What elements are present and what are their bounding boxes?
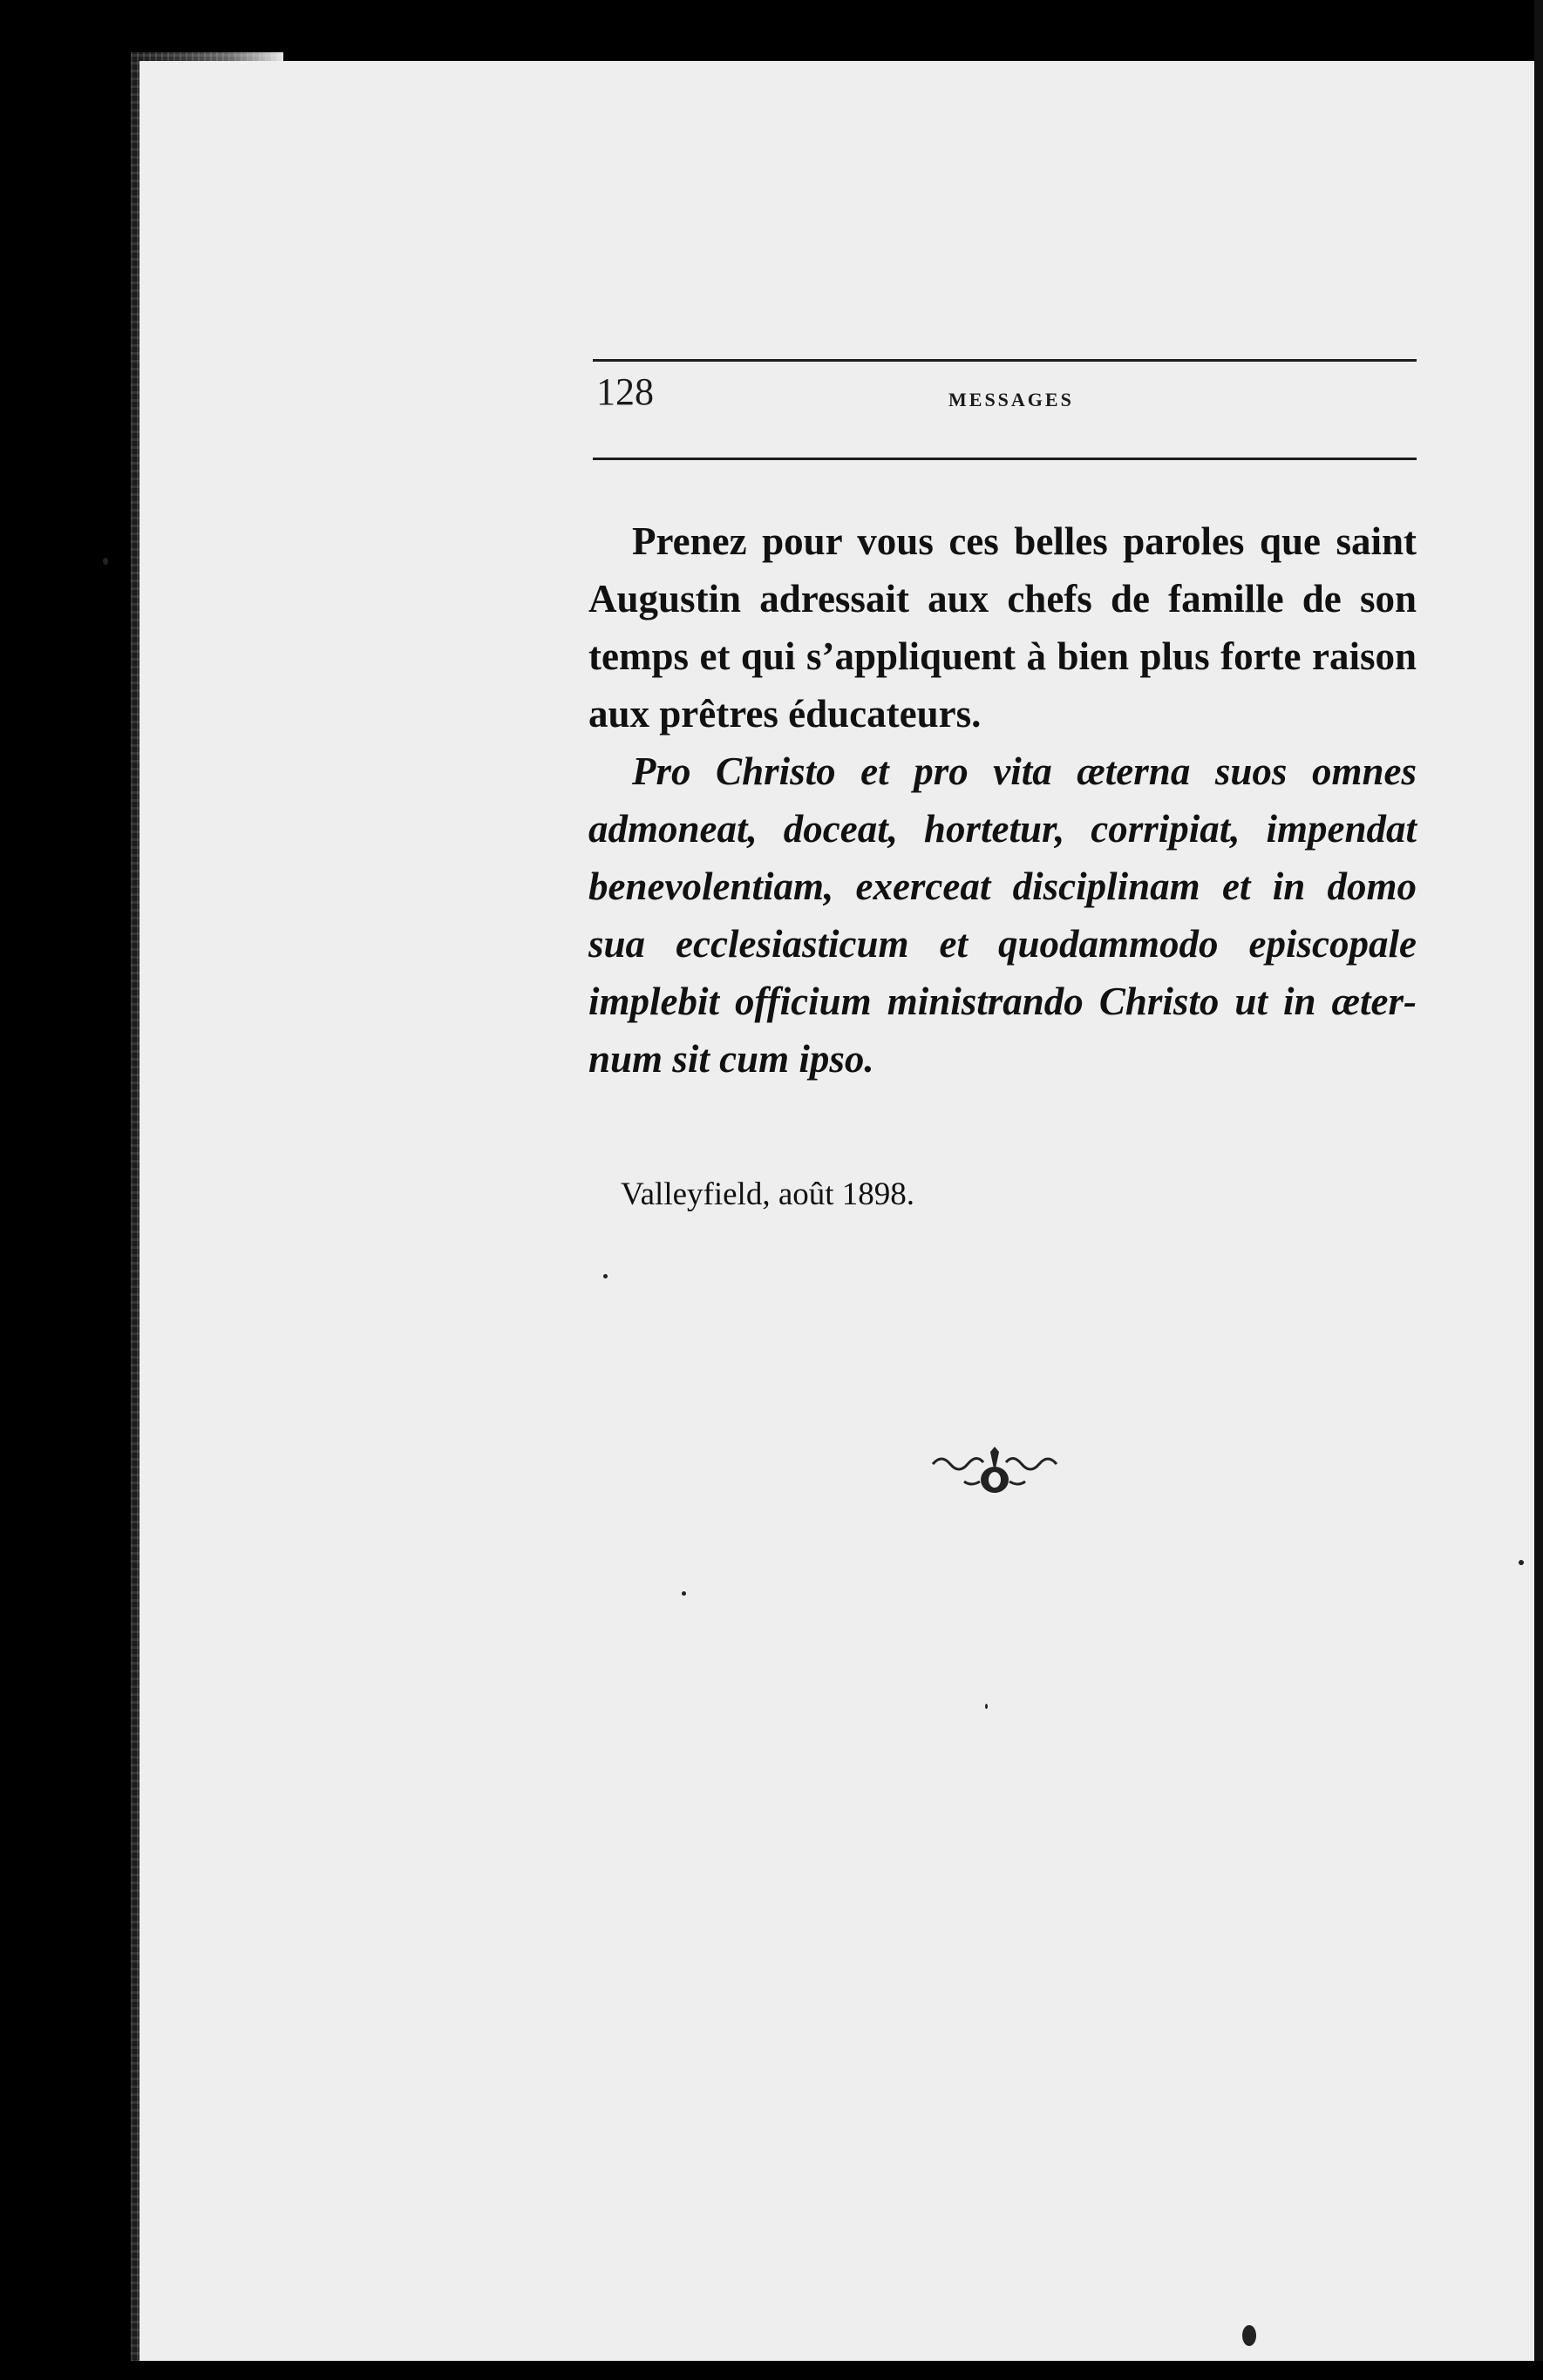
scan-speck: [682, 1591, 686, 1596]
place-date-signature: Valleyfield, août 1898.: [621, 1176, 915, 1212]
latin-line: sua ecclesiasticum et quodammodo episcopale: [588, 922, 1417, 966]
latin-line: Pro Christo et pro vita æterna suos omnes: [632, 749, 1417, 793]
scan-edge-right: [1534, 0, 1543, 2380]
latin-quotation: [588, 742, 1417, 1088]
page-number: 128: [596, 370, 654, 413]
latin-line: num sit cum ipso.: [588, 1037, 874, 1081]
paragraph-line: Augustin adressait aux chefs de famille de son: [588, 577, 1417, 620]
header-rule-top: [593, 359, 1417, 362]
paragraph-line: temps et qui s’appliquent à bien plus forte raison: [588, 634, 1417, 678]
scan-edge-bottom: [0, 2361, 1543, 2380]
header-rule-bottom: [593, 458, 1417, 460]
scan-speck: [1519, 1560, 1524, 1565]
latin-line: benevolentiam, exerceat disciplinam et in domo: [588, 865, 1417, 908]
paragraph-line: aux prêtres éducateurs.: [588, 692, 982, 736]
fleuron-ornament-icon: [929, 1445, 1060, 1497]
body-text: [588, 512, 1417, 1088]
page-paper: [139, 61, 1543, 2370]
scan-speck: [103, 558, 108, 565]
latin-line: implebit officium ministrando Christo ut in æter-: [588, 980, 1417, 1023]
scan-speck: [603, 1274, 608, 1278]
paragraph-line: Prenez pour vous ces belles paroles que saint: [632, 519, 1417, 563]
latin-line: admoneat, doceat, hortetur, corripiat, impendat: [588, 807, 1417, 851]
french-paragraph: [588, 512, 1417, 742]
running-title: MESSAGES: [948, 389, 1074, 410]
scan-speck: [1242, 2325, 1256, 2346]
scan-speck: [985, 1704, 988, 1709]
